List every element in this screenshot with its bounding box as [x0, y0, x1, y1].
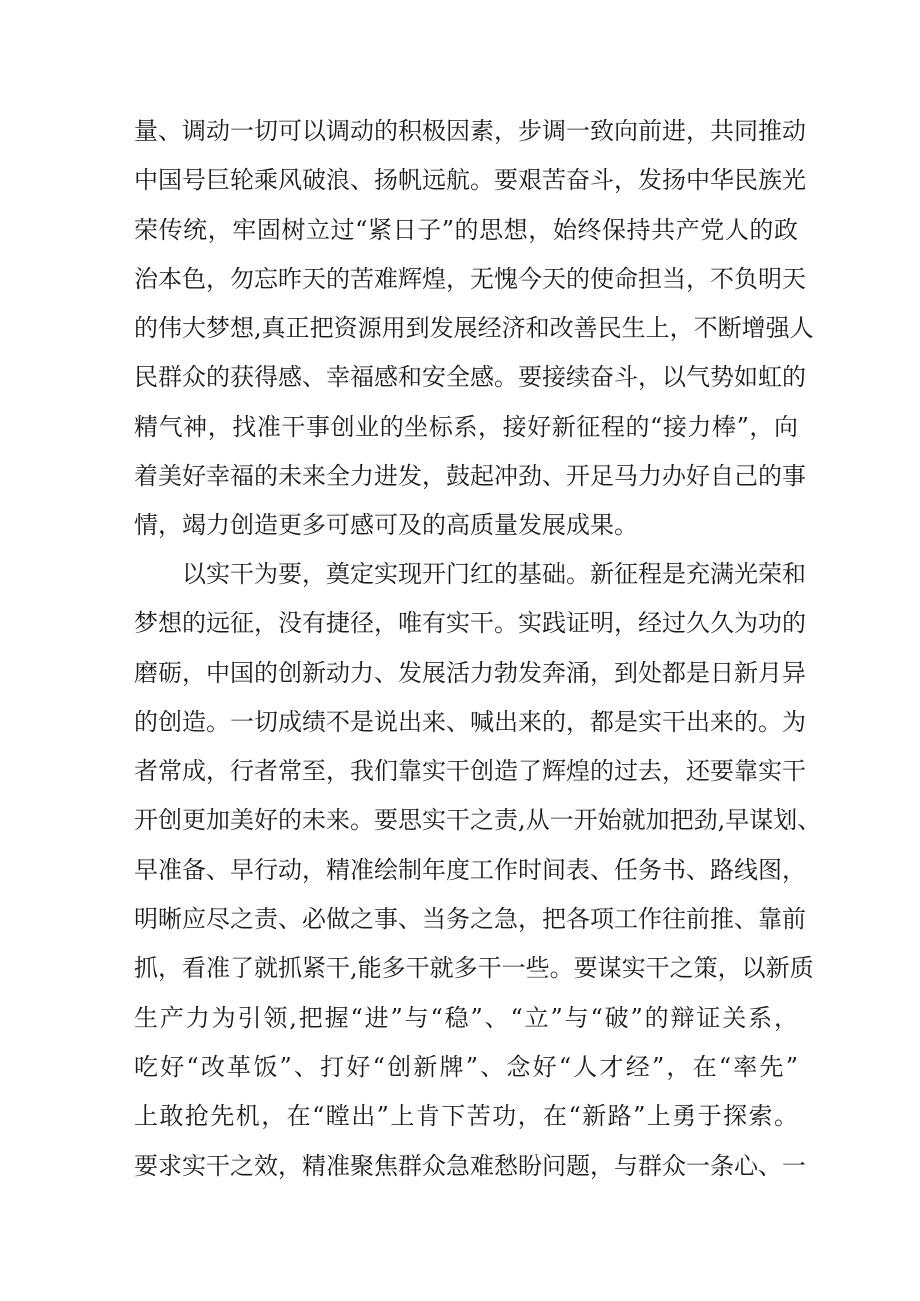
paragraph-shigan — [134, 550, 822, 1191]
text-line: 梦想的远征，没有捷径，唯有实干。实践证明，经过久久为功的 — [134, 609, 806, 638]
text-line: 着美好幸福的未来全力进发，鼓起冲劲、开足马力办好自己的事 — [134, 462, 806, 491]
text-line: 磨砺，中国的创新动力、发展活力勃发奔涌，到处都是日新月异 — [134, 658, 806, 687]
text-line: 荣传统，牢固树立过“紧日子”的思想，始终保持共产党人的政 — [134, 215, 798, 244]
text-line: 的创造。一切成绩不是说出来、喊出来的，都是实干出来的。为 — [134, 707, 806, 736]
text-line: 情，竭力创造更多可感可及的高质量发展成果。 — [134, 511, 638, 540]
text-line: 以实干为要，奠定实现开门红的基础。新征程是充满光荣和 — [182, 560, 806, 588]
text-line: 抓，看准了就抓紧干,能多干就多干一些。要谋实干之策，以新质 — [134, 954, 814, 983]
text-line: 治本色，勿忘昨天的苦难辉煌，无愧今天的使命担当，不负明天 — [134, 264, 806, 293]
text-line: 的伟大梦想,真正把资源用到发展经济和改善民生上，不断增强人 — [134, 314, 814, 343]
text-line: 中国号巨轮乘风破浪、扬帆远航。要艰苦奋斗，发扬中华民族光 — [134, 166, 806, 195]
text-line: 者常成，行者常至，我们靠实干创造了辉煌的过去，还要靠实干 — [134, 757, 806, 786]
text-line: 上敢抢先机，在“瞠出”上肯下苦功，在“新路”上勇于探索。 — [134, 1102, 798, 1131]
text-line: 早准备、早行动，精准绘制年度工作时间表、任务书、路线图， — [134, 855, 806, 884]
text-line: 精气神，找准干事创业的坐标系，接好新征程的“接力棒”，向 — [134, 412, 798, 441]
text-line: 量、调动一切可以调动的积极因素，步调一致向前进，共同推动 — [134, 117, 806, 145]
text-line: 要求实干之效，精准聚焦群众急难愁盼问题，与群众一条心、一 — [134, 1151, 806, 1180]
text-line: 明晰应尽之责、必做之事、当务之急，把各项工作往前推、靠前 — [134, 905, 806, 934]
text-line: 生产力为引领,把握“进”与“稳”、“立”与“破”的辩证关系， — [134, 1003, 798, 1032]
text-line: 民群众的获得感、幸福感和安全感。要接续奋斗，以气势如虹的 — [134, 363, 806, 392]
paragraph-continued — [134, 107, 814, 551]
text-line: 吃好“改革饭”、打好“创新牌”、念好“人才经”，在“率先” — [134, 1052, 798, 1081]
text-line: 开创更加美好的未来。要思实干之责,从一开始就加把劲,早谋划、 — [134, 806, 822, 835]
